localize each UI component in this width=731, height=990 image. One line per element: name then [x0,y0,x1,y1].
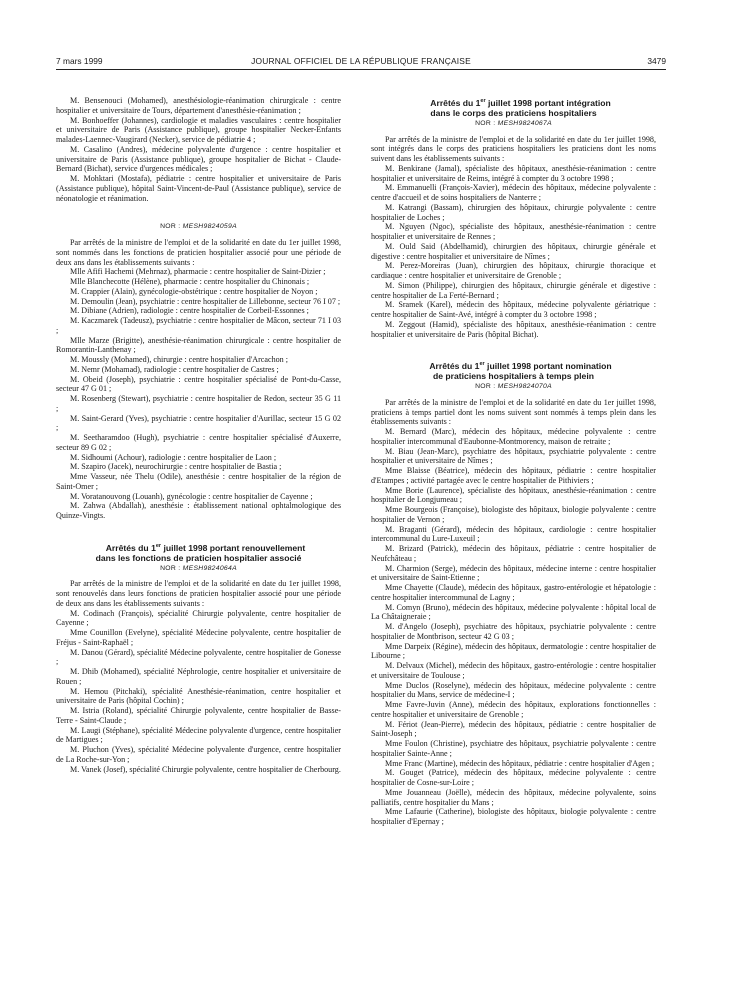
list-item: M. Biau (Jean-Marc), psychiatre des hôpitaux, psychiatrie polyvalente : centre hospitalier et universitaire de Nîmes ; [371,446,656,466]
nor-reference [56,564,341,574]
right-column [371,96,656,827]
list-item: M. Pluchon (Yves), spécialité Médecine polyvalente d'urgence, centre hospitalier de La Roche-sur-Yon ; [56,745,341,764]
nor-label: NOR : [475,383,496,391]
list-item: M. Mohktari (Mostafa), pédiatrie : centre hospitalier et universitaire de Paris (Assistance publique), hôpital Saint-Vincent-de-Paul (Assistance publique), service de néonatologie et réanimation. [56,174,341,203]
list-item: M. Moussly (Mohamed), chirurgie : centre hospitalier d'Arcachon ; [70,355,288,364]
list-item: M. Saint-Gerard (Yves), psychiatrie : centre hospitalier d'Aurillac, secteur 15 G 02 ; [56,413,341,433]
nor-reference [371,119,656,129]
list-item: Mme Darpeix (Régine), médecin des hôpitaux, dermatologie : centre hospitalier de Libourne ; [371,641,656,661]
header-page-number: 3479 [647,56,666,66]
list-item: M. Sramek (Karel), médecin des hôpitaux, médecine polyvalente gériatrique : centre hospitalier de Saint-Avé, intégré à compter du 3 octobre 1998 ; [371,300,656,320]
list-item: M. Demoulin (Jean), psychiatrie : centre hospitalier de Lillebonne, secteur 76 I 07 ; [70,296,341,306]
list-item: M. Sidhoumi (Achour), radiologie : centre hospitalier de Laon ; [70,452,277,462]
intro-entries [56,96,341,203]
nor-code: MESH9824070A [497,383,552,391]
list-item: M. Nguyen (Ngoc), spécialiste des hôpitaux, anesthésie-réanimation : centre hospitalier et universitaire de Rennes ; [371,222,656,242]
list-item: M. Charmion (Serge), médecin des hôpitaux, médecine interne : centre hospitalier et universitaire de Saint-Etienne ; [371,563,656,583]
integration-list [371,164,656,340]
list-item: M. Gouget (Patrice), médecin des hôpitaux, médecine polyvalente : centre hospitalier de Cosne-sur-Loire ; [371,768,656,788]
list-item: M. Nemr (Mohamad), radiologie : centre hospitalier de Castres ; [70,364,279,374]
list-item: M. Katrangi (Bassam), chirurgien des hôpitaux, chirurgie polyvalente : centre hospitalier de Loches ; [371,202,656,222]
decree-intro: Par arrêtés de la ministre de l'emploi et de la solidarité en date du 1er juillet 1998, sont renouvelés dans leurs fonctions de praticien hospitalier associé pour une période de deux ans dans les établissements suivants : [56,579,341,608]
list-item: M. Casalino (Andres), médecine polyvalente d'urgence : centre hospitalier et universitaire de Paris (Assistance publique), groupe hospitalier de Bichat - Claude-Bernard (Bichat), service d'urgences médicales ; [56,144,341,174]
list-item: Mme Vasseur, née Thelu (Odile), anesthésie : centre hospitalier de la région de Saint-Omer ; [56,472,341,491]
list-item: Mme Foulon (Christine), psychiatre des hôpitaux, psychiatrie polyvalente : centre hospitalier Sainte-Anne ; [371,739,656,758]
list-item: Mme Bourgeois (Françoise), biologiste des hôpitaux, biologie polyvalente : centre hospitalier de Vernon ; [371,505,656,524]
list-item: Mme Counillon (Evelyne), spécialité Médecine polyvalente, centre hospitalier de Fréjus - Saint-Raphaël ; [56,628,341,647]
decree-intro: Par arrêtés de la ministre de l'emploi et de la solidarité en date du 1er juillet 1998, sont nommés dans les fonctions de praticien hospitalier associé pour une période de deux ans dans les établissements suivants : [56,238,341,267]
list-item: M. Dibiane (Adrien), radiologie : centre hospitalier de Corbeil-Essonnes ; [70,306,309,316]
list-item: M. Crappier (Alain), gynécologie-obstétrique : centre hospitalier de Noyon ; [70,286,318,296]
nor-label: NOR : [160,564,181,572]
list-item: M. d'Angelo (Joseph), psychiatre des hôpitaux, psychiatrie polyvalente : centre hospitalier de Montbrison, secteur 42 G 03 ; [371,622,656,641]
renewal-list [56,609,341,775]
appointment-list [56,267,341,521]
list-item: M. Hemou (Pitchaki), spécialité Anesthésie-réanimation, centre hospitalier et universitaire de Paris (hôpital Cochin) ; [56,686,341,706]
nor-code: MESH9824064A [182,564,237,572]
header-date: 7 mars 1999 [56,56,103,66]
list-item: M. Bernard (Marc), médecin des hôpitaux, médecine polyvalente : centre hospitalier intercommunal d'Eaubonne-Montmorency, maison de retraite ; [371,427,656,446]
nor-reference [371,382,656,392]
list-item: M. Danou (Gérard), spécialité Médecine polyvalente, centre hospitalier de Gonesse ; [56,647,341,667]
list-item: Mme Borie (Laurence), spécialiste des hôpitaux, anesthésie-réanimation : centre hospitalier de Longjumeau ; [371,485,656,505]
nor-reference [56,222,341,232]
list-item: M. Laugi (Stéphane), spécialité Médecine polyvalente d'urgence, centre hospitalier de Martigues ; [56,725,341,745]
list-item: M. Obeid (Joseph), psychiatrie : centre hospitalier spécialisé de Pont-du-Casse, secteur 47 G 01 ; [56,374,341,394]
list-item: Mme Duclos (Roselyne), médecin des hôpitaux, médecine polyvalente : centre hospitalier du Mans, service de médecine-I ; [371,680,656,700]
list-item: M. Voratanouvong (Louanh), gynécologie : centre hospitalier de Cayenne ; [70,491,313,501]
list-item: M. Bensenouci (Mohamed), anesthésiologie-réanimation chirurgicale : centre hospitalier et universitaire de Tours, département d'anesthésie-réanimation ; [56,96,341,115]
list-item: M. Delvaux (Michel), médecin des hôpitaux, gastro-entérologie : centre hospitalier et universitaire de Toulouse ; [371,661,656,680]
list-item: M. Kaczmarek (Tadeusz), psychiatrie : centre hospitalier de Mâcon, secteur 71 I 03 ; [56,316,341,335]
nor-code: MESH9824067A [497,119,552,127]
list-item: Mme Blaisse (Béatrice), médecin des hôpitaux, pédiatrie : centre hospitalier d'Etampes ; activité partagée avec le centre hospitalier de Pithiviers ; [371,466,656,485]
list-item: M. Zeggout (Hamid), spécialiste des hôpitaux, anesthésie-réanimation : centre hospitalier et universitaire de Paris (hôpital Bichat). [371,319,656,339]
nor-label: NOR : [475,119,496,127]
list-item: M. Rosenberg (Stewart), psychiatrie : centre hospitalier de Redon, secteur 35 G 11 ; [56,394,341,413]
list-item: M. Comyn (Bruno), médecin des hôpitaux, médecine polyvalente : hôpital local de La Châtaigneraie ; [371,602,656,622]
left-column [56,96,341,774]
header-rule [56,69,666,70]
list-item: M. Perez-Moreiras (Juan), chirurgien des hôpitaux, chirurgie thoracique et cardiaque : centre hospitalier et universitaire de Grenoble ; [371,261,656,281]
list-item: M. Fériot (Jean-Pierre), médecin des hôpitaux, pédiatrie : centre hospitalier de Saint-Joseph ; [371,719,656,739]
list-item: Mme Chayette (Claude), médecin des hôpitaux, gastro-entérologie et hépatologie : centre hospitalier intercommunal de Lagny ; [371,583,656,602]
list-item: M. Szapiro (Jacek), neurochirurgie : centre hospitalier de Bastia ; [70,462,282,472]
list-item: Mlle Blanchecotte (Hélène), pharmacie : centre hospitalier du Chinonais ; [70,277,310,286]
list-item: Mlle Marze (Brigitte), anesthésie-réanimation chirurgicale : centre hospitalier de Romorantin-Lanthenay ; [56,335,341,355]
section-title: Arrêtés du 1er juillet 1998 portant intégration dans le corps des praticiens hospitaliers [430,97,611,118]
decree-intro: Par arrêtés de la ministre de l'emploi et de la solidarité en date du 1er juillet 1998, sont intégrés dans le corps des praticiens hospitaliers les praticiens dont les noms suivent dans les établissements suivants : [371,134,656,164]
full-time-list [371,427,656,827]
list-item: M. Benkirane (Jamal), spécialiste des hôpitaux, anesthésie-réanimation : centre hospitalier et universitaire de Reims, intégré à compter du 3 octobre 1998 ; [371,163,656,183]
list-item: M. Seetharamdoo (Hugh), psychiatrie : centre hospitalier spécialisé d'Auxerre, secteur 89 G 02 ; [56,433,341,452]
list-item: M. Istria (Roland), spécialité Chirurgie polyvalente, centre hospitalier de Basse-Terre - Saint-Claude ; [56,706,341,725]
list-item: M. Emmanuelli (François-Xavier), médecin des hôpitaux, médecine polyvalente : centre d'accueil et de soins hospitaliers de Nanterre ; [371,183,656,203]
section-title: Arrêtés du 1er juillet 1998 portant renouvellement dans les fonctions de praticien hospitalier associé [95,542,306,563]
list-item: Mme Jouanneau (Joëlle), médecin des hôpitaux, médecine polyvalente, soins palliatifs, centre hospitalier du Mans ; [371,787,656,807]
list-item: M. Bonhoeffer (Johannes), cardiologie et maladies vasculaires : centre hospitalier et universitaire de Paris (Assistance publique), groupe hospitalier Necker-Enfants malades-Laennec-Vaugirard (Necker), service de pédiatrie 4 ; [56,115,341,144]
list-item: M. Codinach (François), spécialité Chirurgie polyvalente, centre hospitalier de Cayenne ; [56,608,341,628]
list-item: M. Ould Said (Abdelhamid), chirurgien des hôpitaux, chirurgie générale et digestive : centre hospitalier et universitaire de Nîmes ; [371,241,656,261]
section-title: Arrêtés du 1er juillet 1998 portant nomination de praticiens hospitaliers à temps plein [429,361,612,382]
list-item: Mme Favre-Juvin (Anne), médecin des hôpitaux, explorations fonctionnelles : centre hospitalier et universitaire de Grenoble ; [371,700,656,719]
list-item: M. Simon (Philippe), chirurgien des hôpitaux, chirurgie générale et digestive : centre hospitalier de La Ferté-Bernard ; [371,280,656,300]
list-item: M. Brizard (Patrick), médecin des hôpitaux, pédiatrie : centre hospitalier de Neufchâteau ; [371,544,656,563]
header-journal-title: JOURNAL OFFICIEL DE LA RÉPUBLIQUE FRANÇAISE [251,56,471,66]
nor-code: MESH9824059A [182,223,237,231]
list-item: Mme Lafaurie (Catherine), biologiste des hôpitaux, biologie polyvalente : centre hospitalier d'Epernay ; [371,807,656,827]
list-item: Mlle Afifi Hachemi (Mehrnaz), pharmacie : centre hospitalier de Saint-Dizier ; [70,267,326,277]
page-header [56,56,666,70]
list-item: M. Dhib (Mohamed), spécialité Néphrologie, centre hospitalier et universitaire de Rouen ; [56,667,341,686]
nor-label: NOR : [160,223,181,231]
list-item: Mme Franc (Martine), médecin des hôpitaux, pédiatrie : centre hospitalier d'Agen ; [385,758,655,768]
list-item: M. Vanek (Josef), spécialité Chirurgie polyvalente, centre hospitalier de Cherbourg. [70,764,341,774]
list-item: M. Zahwa (Abdallah), anesthésie : établissement national ophtalmologique des Quinze-Vingts. [56,501,341,520]
list-item: M. Braganti (Gérard), médecin des hôpitaux, cardiologie : centre hospitalier intercommunal du Lure-Luxeuil ; [371,524,656,544]
decree-intro: Par arrêtés de la ministre de l'emploi et de la solidarité en date du 1er juillet 1998, praticiens à temps partiel dont les noms suivent sont nommés à temps plein dans les établissements suivants : [371,397,656,427]
